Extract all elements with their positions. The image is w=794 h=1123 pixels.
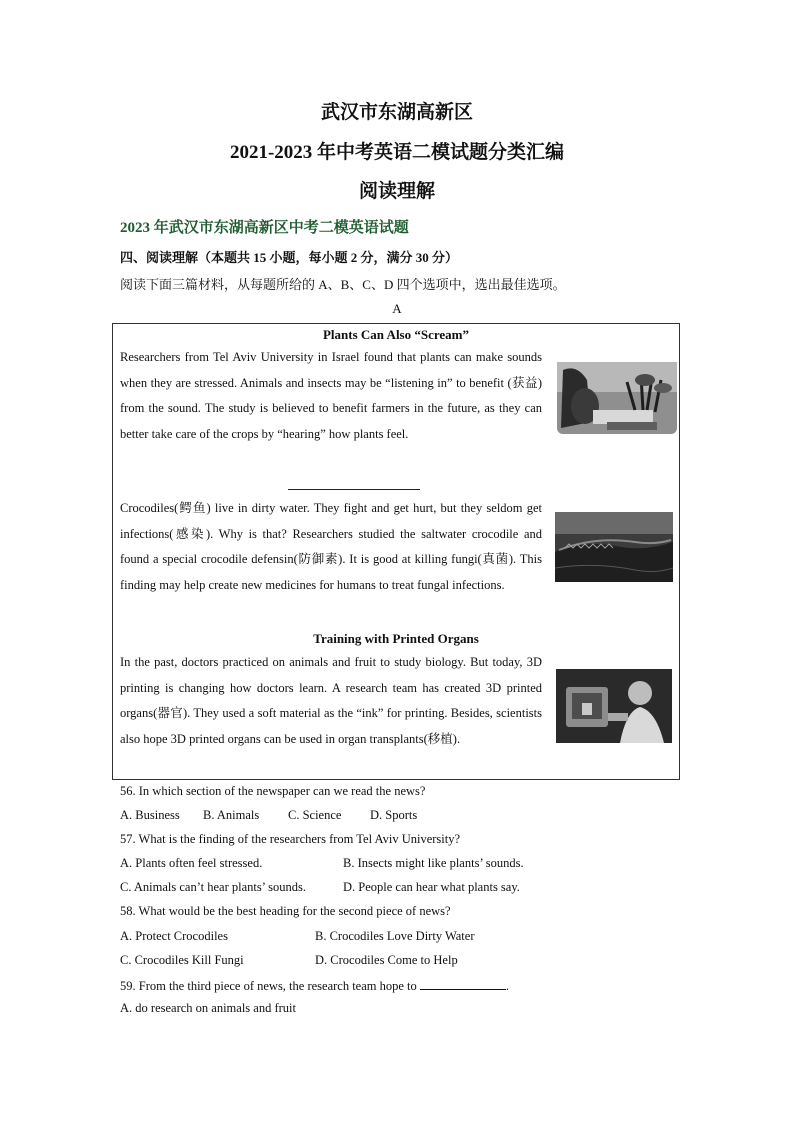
option-58-a[interactable]: A. Protect Crocodiles [120, 929, 228, 943]
news-box [112, 323, 680, 780]
answer-blank [420, 977, 506, 990]
instruction: 阅读下面三篇材料，从每题所给的 A、B、C、D 四个选项中，选出最佳选项。 [120, 277, 566, 292]
option-57-d[interactable]: D. People can hear what plants say. [343, 880, 520, 894]
section-title: 2023 年武汉市东湖高新区中考二模英语试题 [120, 220, 409, 236]
news-2-text: Crocodiles(鳄鱼) live in dirty water. They fight and get hurt, but they seldom get infections(感染). Why is that? Researchers studied the saltwater crocodile and found a special crocodile defensin(防御素). It is good at killing fungi(真菌). This finding may help create new medicines for humans to treat fungal infections. [120, 501, 542, 592]
3d-printer-photo [556, 669, 672, 743]
news-3-text: In the past, doctors practiced on animals and fruit to study biology. But today, 3D printing is changing how doctors learn. A research team has created 3D printed organs(器官). They used a soft material as the “ink” for printing. Besides, scientists also hope 3D printed organs can be used in organ transplants(移植). [120, 655, 542, 746]
option-56-d[interactable]: D. Sports [370, 808, 418, 822]
question-57-stem: 57. What is the finding of the researchers from Tel Aviv University? [120, 832, 461, 846]
divider-line [288, 489, 420, 490]
doc-subtitle: 2021-2023 年中考英语二模试题分类汇编 [229, 142, 565, 163]
option-57-b[interactable]: B. Insects might like plants’ sounds. [343, 856, 524, 870]
question-58-stem: 58. What would be the best heading for the second piece of news? [120, 904, 451, 918]
option-56-a[interactable]: A. Business [120, 808, 180, 822]
passage-label: A [392, 301, 402, 316]
option-58-b[interactable]: B. Crocodiles Love Dirty Water [315, 929, 475, 943]
option-56-c[interactable]: C. Science [288, 808, 342, 822]
option-56-b[interactable]: B. Animals [203, 808, 260, 822]
question-59-stem [120, 977, 509, 994]
question-59-stem-end: . [505, 979, 510, 993]
question-56-stem: 56. In which section of the newspaper can we read the news? [120, 784, 426, 798]
doc-title-region: 武汉市东湖高新区 [320, 102, 473, 123]
option-58-d[interactable]: D. Crocodiles Come to Help [315, 953, 458, 967]
crocodile-photo [555, 512, 673, 582]
option-59-a[interactable]: A. do research on animals and fruit [120, 1001, 296, 1015]
news-1-title: Plants Can Also “Scream” [322, 327, 469, 342]
news-1-text: Researchers from Tel Aviv University in Israel found that plants can make sounds when they are stressed. Animals and insects may be “listening in” to benefit (获益) from the sound. The study is believed to benefit farmers in the future, as they can better take care of the crops by “hearing” how plants feel. [120, 350, 542, 441]
part-heading: 四、阅读理解（本题共 15 小题，每小题 2 分，满分 30 分） [120, 250, 459, 265]
option-57-a[interactable]: A. Plants often feel stressed. [120, 856, 263, 870]
option-57-c[interactable]: C. Animals can’t hear plants’ sounds. [120, 880, 306, 894]
news-3-title: Training with Printed Organs [313, 631, 479, 646]
plant-researcher-photo [557, 362, 677, 434]
doc-topic: 阅读理解 [358, 181, 435, 202]
option-58-c[interactable]: C. Crocodiles Kill Fungi [120, 953, 244, 967]
question-59-stem-text: 59. From the third piece of news, the research team hope to [120, 979, 417, 993]
